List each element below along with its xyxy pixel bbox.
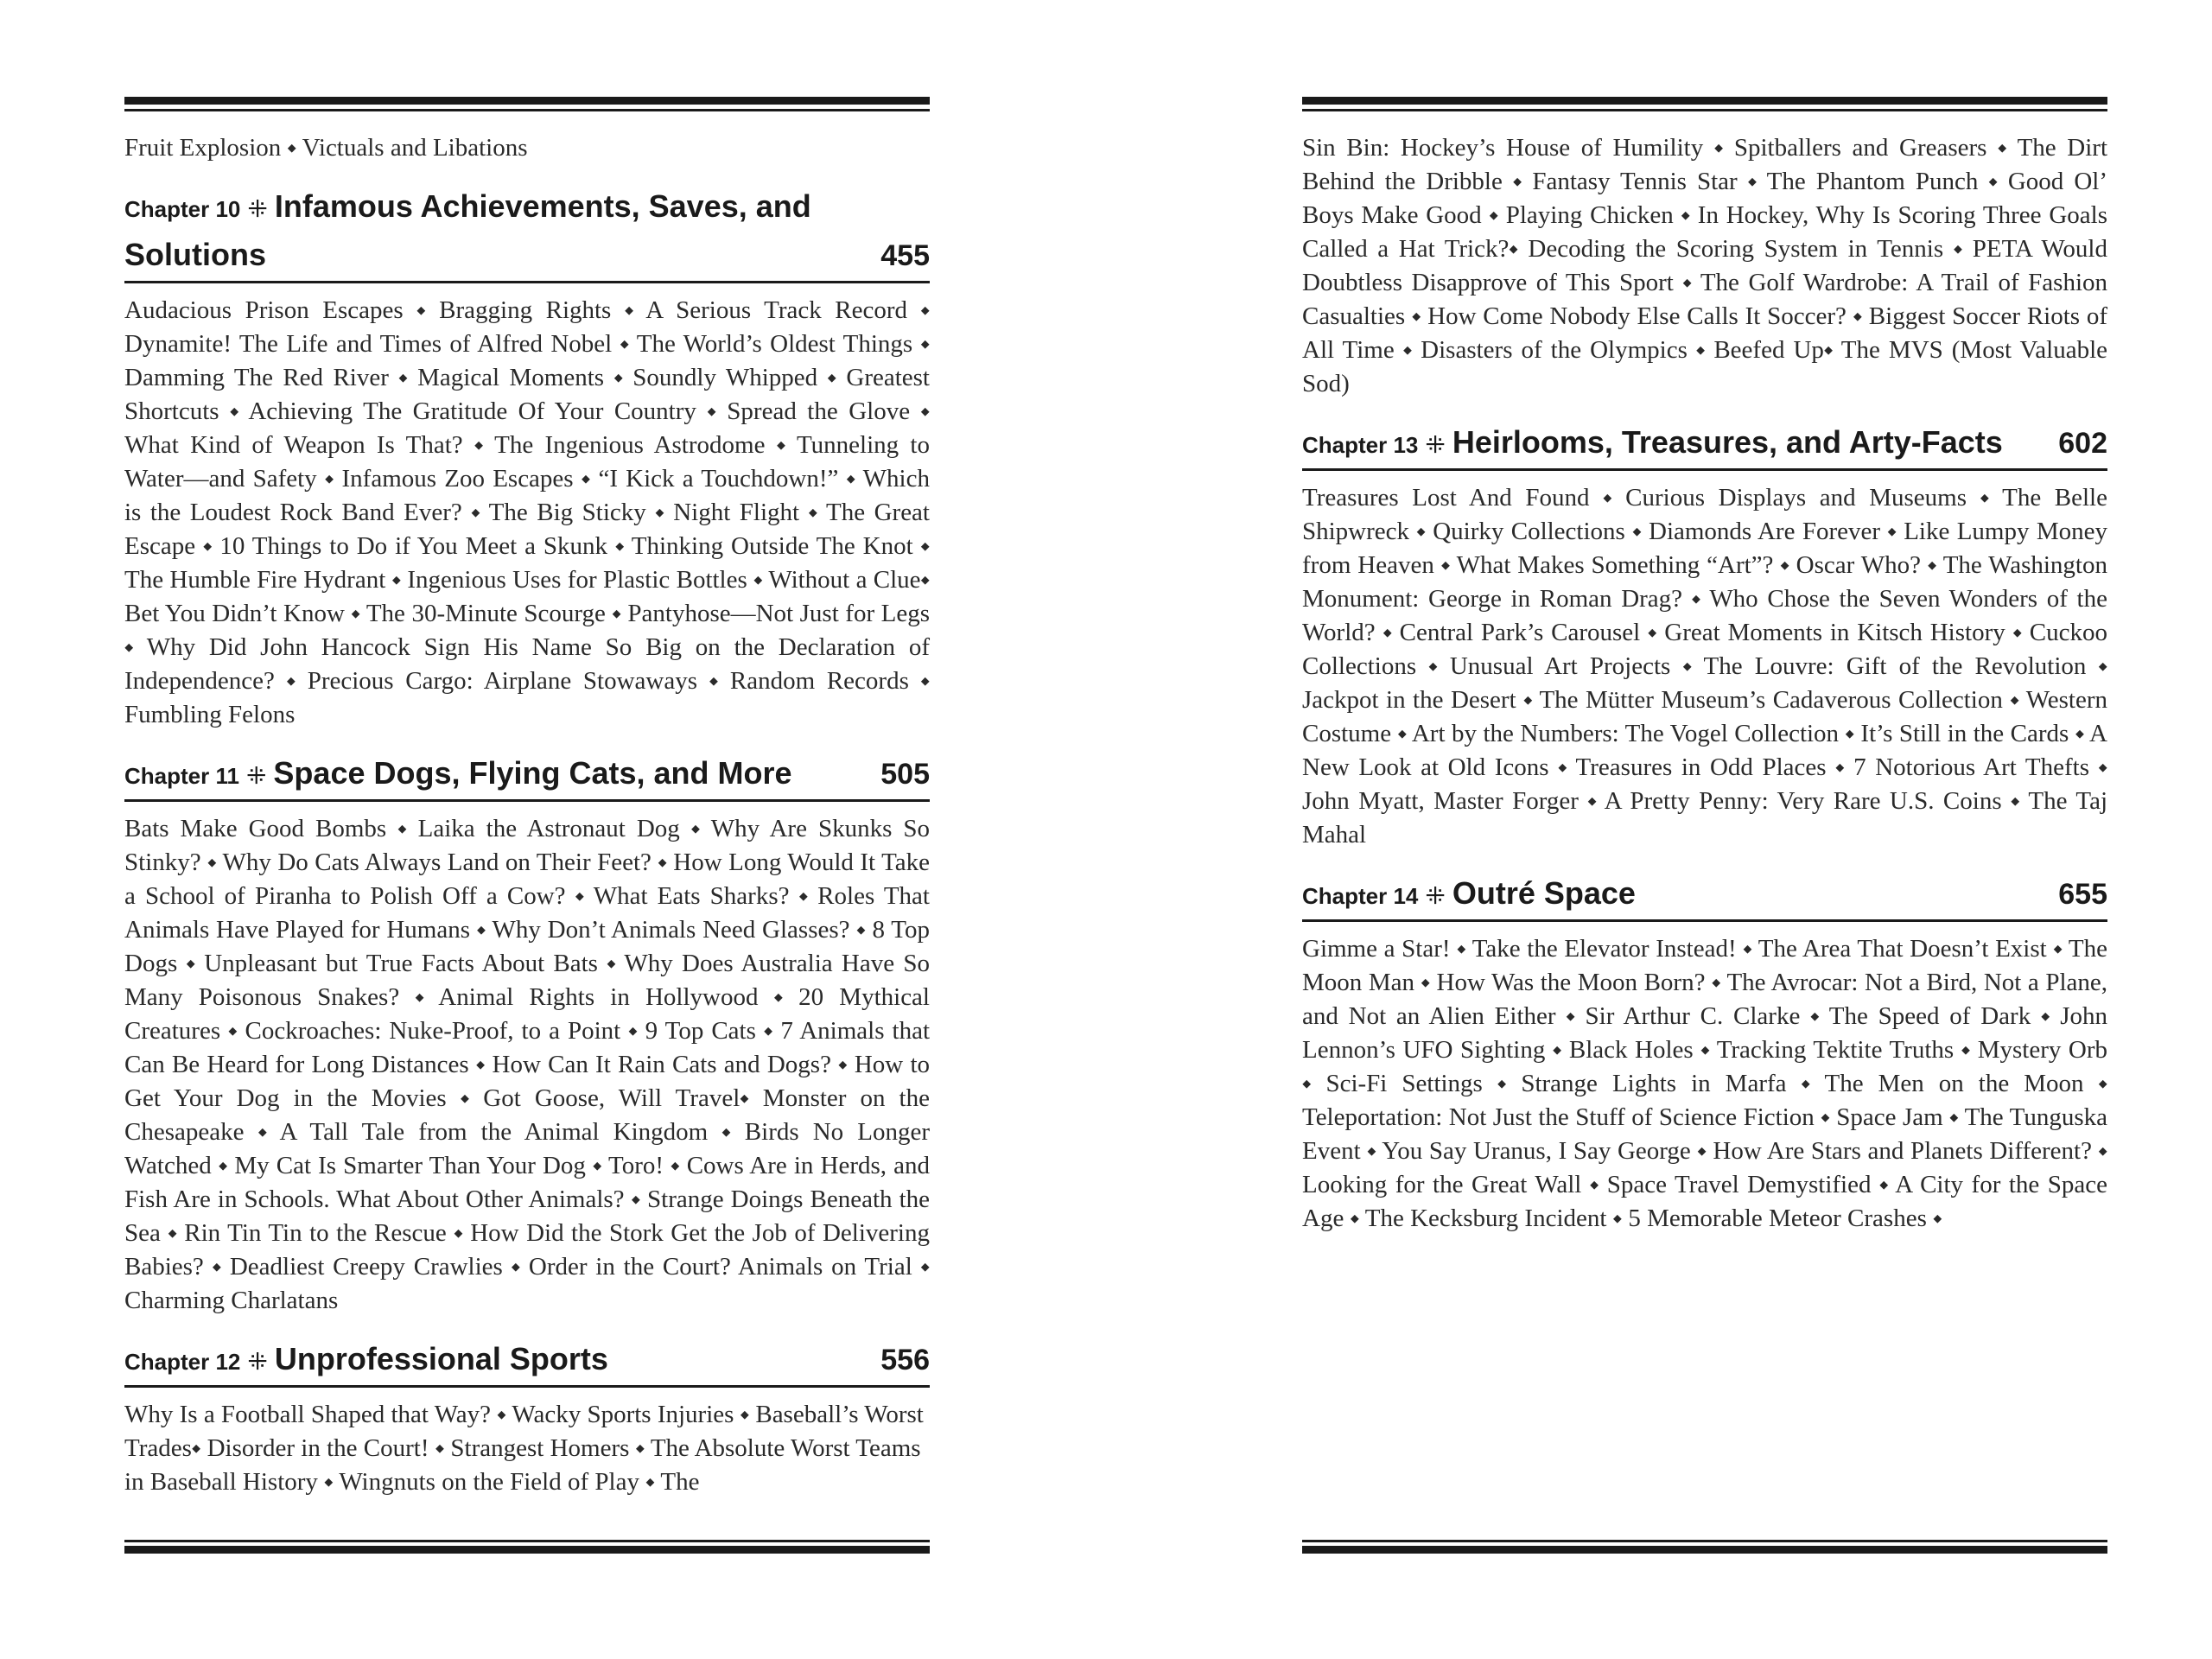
ornament-icon: ⁜ bbox=[247, 1348, 268, 1375]
left-page bbox=[124, 97, 930, 1566]
chapter-10-entries: Audacious Prison Escapes ⬩ Bragging Rights ⬩ A Serious Track Record ⬩ Dynamite! The Life and Times of Alfred Nobel ⬩ The World’s Oldest Things ⬩ Damming The Red River ⬩ Magical Moments ⬩ Soundly Whipped ⬩ Greatest Shortcuts ⬩ Achieving The Gratitude Of Your Country ⬩ Spread the Glove ⬩ What Kind of Weapon Is That? ⬩ The Ingenious Astrodome ⬩ Tunneling to Water—and Safety ⬩ Infamous Zoo Escapes ⬩ “I Kick a Touchdown!” ⬩ Which is the Loudest Rock Band Ever? ⬩ The Big Sticky ⬩ Night Flight ⬩ The Great Escape ⬩ 10 Things to Do if You Meet a Skunk ⬩ Thinking Outside The Knot ⬩ The Humble Fire Hydrant ⬩ Ingenious Uses for Plastic Bottles ⬩ Without a Clue⬩ Bet You Didn’t Know ⬩ The 30-Minute Scourge ⬩ Pantyhose—Not Just for Legs ⬩ Why Did John Hancock Sign His Name So Big on the Declaration of Independence? ⬩ Precious Cargo: Airplane Stowaways ⬩ Random Records ⬩ Fumbling Felons bbox=[124, 296, 930, 728]
chapter-label: Chapter 10 bbox=[124, 196, 241, 222]
chapter-label: Chapter 13 bbox=[1302, 432, 1419, 458]
chapter-title: Heirlooms, Treasures, and Arty-Facts bbox=[1452, 424, 2003, 460]
chapter-page-number: 455 bbox=[880, 239, 930, 272]
chapter-page-number: 505 bbox=[880, 758, 930, 791]
chapter-13-entries: Treasures Lost And Found ⬩ Curious Displays and Museums ⬩ The Belle Shipwreck ⬩ Quirky Collections ⬩ Diamonds Are Forever ⬩ Like Lumpy Money from Heaven ⬩ What Makes Something “Art”? ⬩ Oscar Who? ⬩ The Washington Monument: George in Roman Drag? ⬩ Who Chose the Seven Wonders of the World? ⬩ Central Park’s Carousel ⬩ Great Moments in Kitsch History ⬩ Cuckoo Collections ⬩ Unusual Art Projects ⬩ The Louvre: Gift of the Revolution ⬩ Jackpot in the Desert ⬩ The Mütter Museum’s Cadaverous Collection ⬩ Western Costume ⬩ Art by the Numbers: The Vogel Collection ⬩ It’s Still in the Cards ⬩ A New Look at Old Icons ⬩ Treasures in Odd Places ⬩ 7 Notorious Art Thefts ⬩ John Myatt, Master Forger ⬩ A Pretty Penny: Very Rare U.S. Coins ⬩ The Taj Mahal bbox=[1302, 484, 2107, 849]
intro-text: Sin Bin: Hockey’s House of Humility ⬩ Spitballers and Greasers ⬩ The Dirt Behind the Dribble ⬩ Fantasy Tennis Star ⬩ The Phantom Punch ⬩ Good Ol’ Boys Make Good ⬩ Playing Chicken ⬩ In Hockey, Why Is Scoring Three Goals Called a Hat Trick?⬩ Decoding the Scoring System in Tennis ⬩ PETA Would Doubtless Disapprove of This Sport ⬩ The Golf Wardrobe: A Trail of Fashion Casualties ⬩ How Come Nobody Else Calls It Soccer? ⬩ Biggest Soccer Riots of All Time ⬩ Disasters of the Olympics ⬩ Beefed Up⬩ The MVS (Most Valuable Sod) bbox=[1302, 134, 2107, 397]
ornament-icon: ⁜ bbox=[247, 195, 268, 222]
chapter-label: Chapter 14 bbox=[1302, 883, 1419, 909]
chapter-label: Chapter 11 bbox=[124, 763, 239, 789]
chapter-10-heading bbox=[124, 182, 930, 283]
chapter-title: Unprofessional Sports bbox=[274, 1341, 608, 1376]
chapter-12-heading bbox=[124, 1335, 930, 1388]
bottom-rule bbox=[1302, 1540, 2107, 1555]
chapter-page-number: 602 bbox=[2058, 427, 2107, 460]
intro-text: Fruit Explosion ⬩ Victuals and Libations bbox=[124, 134, 528, 162]
chapter-page-number: 556 bbox=[880, 1344, 930, 1376]
ornament-icon: ⁜ bbox=[1425, 882, 1446, 909]
chapter-label: Chapter 12 bbox=[124, 1349, 241, 1375]
chapter-12-entries: Why Is a Football Shaped that Way? ⬩ Wacky Sports Injuries ⬩ Baseball’s Worst Trades⬩ Disorder in the Court! ⬩ Strangest Homers ⬩ The Absolute Worst Teams in Baseball History ⬩ Wingnuts on the Field of Play ⬩ The bbox=[124, 1401, 924, 1496]
top-rule bbox=[1302, 97, 2107, 112]
chapter-13-heading bbox=[1302, 418, 2107, 471]
chapter-14-heading bbox=[1302, 869, 2107, 922]
chapter-title-line2: Solutions bbox=[124, 237, 266, 272]
chapter-title: Infamous Achievements, Saves, and bbox=[274, 188, 811, 224]
chapter-11-heading bbox=[124, 749, 930, 802]
chapter-title: Outré Space bbox=[1452, 875, 1636, 911]
chapter-11-entries: Bats Make Good Bombs ⬩ Laika the Astronaut Dog ⬩ Why Are Skunks So Stinky? ⬩ Why Do Cats Always Land on Their Feet? ⬩ How Long Would It Take a School of Piranha to Polish Off a Cow? ⬩ What Eats Sharks? ⬩ Roles That Animals Have Played for Humans ⬩ Why Don’t Animals Need Glasses? ⬩ 8 Top Dogs ⬩ Unpleasant but True Facts About Bats ⬩ Why Does Australia Have So Many Poisonous Snakes? ⬩ Animal Rights in Hollywood ⬩ 20 Mythical Creatures ⬩ Cockroaches: Nuke-Proof, to a Point ⬩ 9 Top Cats ⬩ 7 Animals that Can Be Heard for Long Distances ⬩ How Can It Rain Cats and Dogs? ⬩ How to Get Your Dog in the Movies ⬩ Got Goose, Will Travel⬩ Monster on the Chesapeake ⬩ A Tall Tale from the Animal Kingdom ⬩ Birds No Longer Watched ⬩ My Cat Is Smarter Than Your Dog ⬩ Toro! ⬩ Cows Are in Herds, and Fish Are in Schools. What About Other Animals? ⬩ Strange Doings Beneath the Sea ⬩ Rin Tin Tin to the Rescue ⬩ How Did the Stork Get the Job of Delivering Babies? ⬩ Deadliest Creepy Crawlies ⬩ Order in the Court? Animals on Trial ⬩ Charming Charlatans bbox=[124, 815, 930, 1314]
top-rule bbox=[124, 97, 930, 112]
chapter-14-entries: Gimme a Star! ⬩ Take the Elevator Instead! ⬩ The Area That Doesn’t Exist ⬩ The Moon Man ⬩ How Was the Moon Born? ⬩ The Avrocar: Not a Bird, Not a Plane, and Not an Alien Either ⬩ Sir Arthur C. Clarke ⬩ The Speed of Dark ⬩ John Lennon’s UFO Sighting ⬩ Black Holes ⬩ Tracking Tektite Truths ⬩ Mystery Orb ⬩ Sci-Fi Settings ⬩ Strange Lights in Marfa ⬩ The Men on the Moon ⬩ Teleportation: Not Just the Stuff of Science Fiction ⬩ Space Jam ⬩ The Tunguska Event ⬩ You Say Uranus, I Say George ⬩ How Are Stars and Planets Different? ⬩ Looking for the Great Wall ⬩ Space Travel Demystified ⬩ A City for the Space Age ⬩ The Kecksburg Incident ⬩ 5 Memorable Meteor Crashes ⬩ bbox=[1302, 935, 2107, 1232]
right-page bbox=[1302, 97, 2107, 1566]
bottom-rule bbox=[124, 1540, 930, 1555]
chapter-title: Space Dogs, Flying Cats, and More bbox=[273, 755, 792, 791]
chapter-page-number: 655 bbox=[2058, 878, 2107, 911]
ornament-icon: ⁜ bbox=[245, 762, 267, 789]
ornament-icon: ⁜ bbox=[1425, 431, 1446, 458]
